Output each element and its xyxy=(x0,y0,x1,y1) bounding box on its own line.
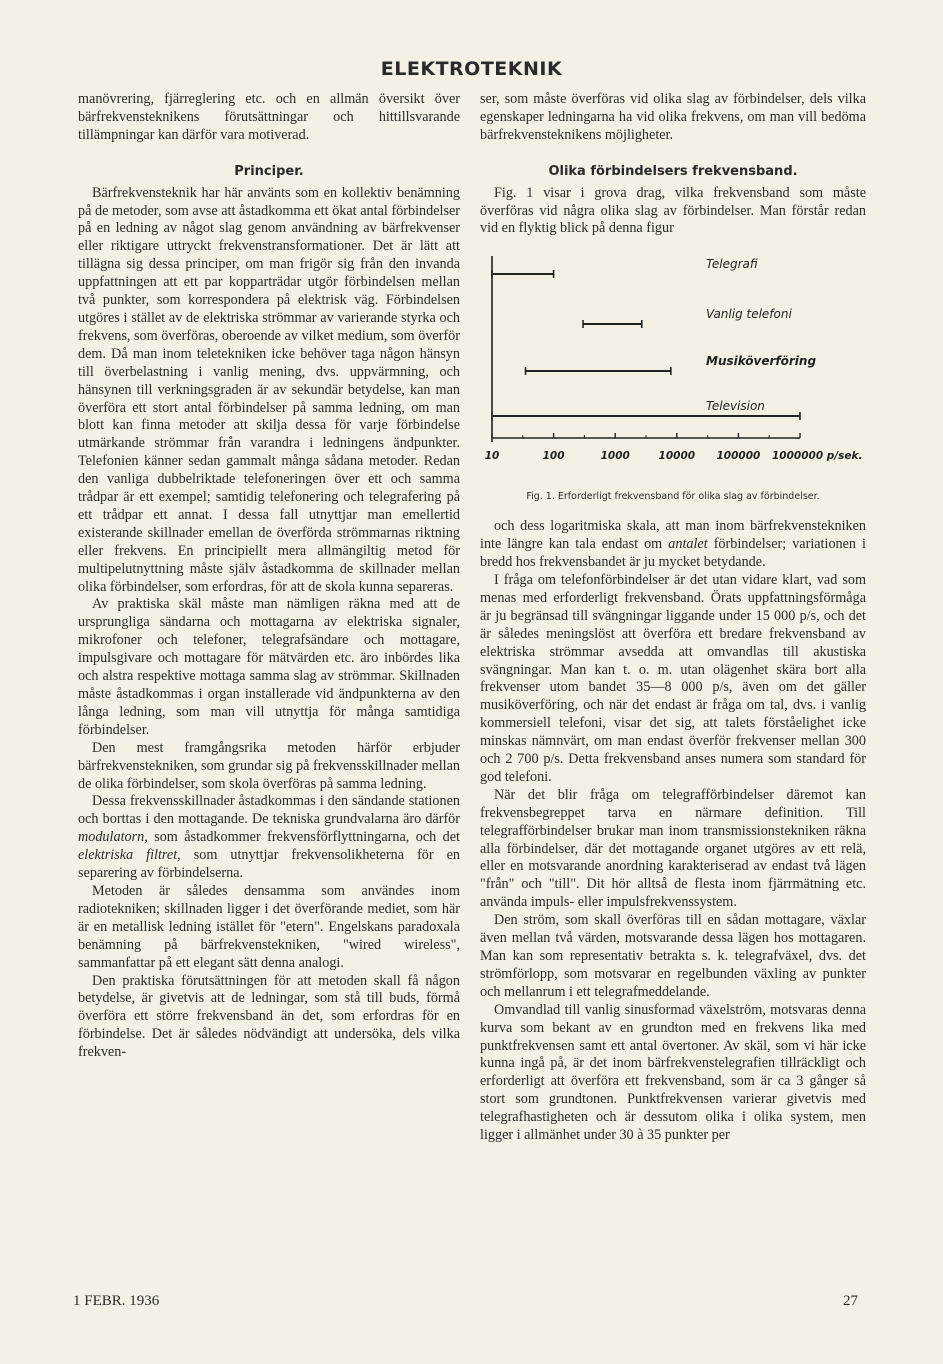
right-paragraph: Den ström, som skall överföras till en sådan mottagare, växlar även mellan två värden, motsvarande dessa lägen hos mottagaren. Man kan som representativ betrakta s. k. telegrafväxel, dvs. det strömförlopp, som motsvarar en regelbunden växling av punkter och mellanrum i ett telegrafmeddelande. xyxy=(480,912,866,1000)
right-paragraph xyxy=(480,518,866,572)
x-tick-label-2: 1000 xyxy=(600,450,630,463)
x-tick-label-0: 10 xyxy=(484,450,500,463)
right-paragraph: Fig. 1 visar i grova drag, vilka frekvensband som måste överföras vid några olika slag av förbindelser. Man förstår redan vid en flyktig blick på denna figur xyxy=(480,184,866,237)
figure-caption: Fig. 1. Erforderligt frekvensband för olika slag av förbindelser. xyxy=(526,491,820,503)
right-paragraph: När det blir fråga om telegrafförbindelser däremot kan frekvensbegreppet tarva en närmare definition. Till telegrafförbindelser brukar man inom transmissionstekniken räkna alla förbindelser, där det mottagande organet utgöres av ett relä, eller en motsvarande anordning karakteriserad av endast två lägen "från" och "till". Dit hör alltså de flesta inom fjärrmätning etc. använda impuls- eller impulsfrekvenssystem. xyxy=(480,786,866,911)
section-title-frekvensband: Olika förbindelsers frekvensband. xyxy=(548,163,798,179)
footer-date: 1 FEBR. 1936 xyxy=(73,1293,160,1309)
left-paragraph: Av praktiska skäl måste man nämligen räkna med att de ursprungliga sändarna och mottagarna av elektriska signaler, mikrofoner och telefoner, telegrafsändare och mottagare, impulsgivare och mottagare för mätvärden etc. äro inbördes lika och alstra respektive mottaga samma slag av strömmar. Skillnaden måste åstadkommas i organ installerade vid ändpunkterna av den långa ledning, som man vill utnyttja för många samtidiga förbindelser. xyxy=(78,596,460,738)
left-column xyxy=(78,91,460,1062)
frequency-band-chart xyxy=(480,238,866,486)
right-paragraph: I fråga om telefonförbindelser är det utan vidare klart, vad som menas med erforderligt frekvensband. Örats uppfattningsförmåga är ju begränsad till svängningar liggande under 15 000 p/s, och det är således meningslöst att överföra ett bredare frekvensband av elektriska strömmar avsedda att omvandlas till akustiska svängningar. Man kan t. o. m. utan olägenhet skära bort alla frekvenser utom bandet 35—8 000 p/s, även om det gäller musiköverföring, och när det endast är fråga om tal, dvs. i vanlig kommersiell telefoni, visar det sig, att talets förståelighet icke minskas nämnvärt, om man endast överför frekvenser mellan 300 och 2 700 p/s. Detta frekvensband anses numera som standard för god telefoni. xyxy=(480,571,866,785)
right-intro: ser, som måste överföras vid olika slag av förbindelser, dels vilka egenskaper ledningarna ha vid olika frekvens, om man vill bedöma bärfrekvensteknikens möjligheter. xyxy=(480,91,866,143)
left-paragraph-text: som åstadkommer frekvensförflyttningarna, och det xyxy=(154,829,460,846)
running-header: ELEKTROTEKNIK xyxy=(380,58,563,80)
left-paragraph-modulator xyxy=(78,793,460,883)
left-intro: manövrering, fjärreglering etc. och en allmän översikt över bärfrekvensteknikens förutsättningar och hittillsvarande tillämpningar kan därför vara motiverad. xyxy=(78,91,460,143)
emphasis-filter: elektriska filtret, xyxy=(78,847,181,864)
left-paragraph: Den mest framgångsrika metoden härför erbjuder bärfrekvenstekniken, som grundar sig på frekvensskillnader mellan de olika förbindelser, som skola överföras på samma ledning. xyxy=(78,739,460,792)
x-tick-label-1: 100 xyxy=(542,450,565,463)
footer-page-number: 27 xyxy=(843,1293,858,1309)
x-tick-label-4: 100000 xyxy=(716,450,761,463)
left-paragraph: Den praktiska förutsättningen för att metoden skall få någon betydelse, är givetvis att de ledningar, som stå till buds, förmå överföra ett större frekvensband än det, som erfordras för en förbindelse. Det är således nödvändigt att undersöka, dels vilka frekven- xyxy=(78,972,460,1061)
x-tick-label-5: 1000000 p/sek. xyxy=(772,450,863,463)
section-title-principer: Principer. xyxy=(234,163,304,179)
right-paragraph: Omvandlad till vanlig sinusformad växelström, motsvaras denna kurva som bekant av en grundton med en frekvens lika med punktfrekvensen samt ett antal övertoner. Av skäl, som vi här icke kunna ingå på, är det inom bärfrekvenstelegrafien tillräckligt och erforderligt att överföra ett frekvensband, som är ca 3 gånger så stort som grundtonen. Punktfrekvensen varierar givetvis med telegrafhastigheten och är dessutom olika i olika system, men ligger i allmänhet under 30 à 35 punkter per xyxy=(480,1001,866,1144)
left-paragraph-text: Dessa frekvensskillnader åstadkommas i den sändande stationen och borttas i den mottagande. De tekniska grundvalarna äro därför xyxy=(78,793,460,828)
band-label-0: Telegrafi xyxy=(706,257,758,272)
left-paragraph: Metoden är således densamma som användes inom radiotekniken; skillnaden ligger i det överförande mediet, som här är en metallisk ledning istället för "etern". Engelskans paradoxala benämning på bärfrekvenstekniken, "wired wireless", sammanfattar på ett elegant sätt denna analogi. xyxy=(78,882,460,971)
band-label-1: Vanlig telefoni xyxy=(706,307,792,322)
figure-1 xyxy=(480,238,866,486)
left-paragraph: Bärfrekvensteknik har här använts som en kollektiv benämning på de metoder, som avse att åstadkomma ett ökat antal förbindelser på en ledning av något slag genom användning av bärfrekvenser eller riktigare uttryckt frekvenstransformationer. Det är lätt att tillägna sig dessa principer, om man frigör sig från den invanda uppfattningen att ett par kopparträdar utgör förbindelsen mellan två punkter, som korrespondera på elektrisk väg. Förbindelsen utgöres i stället av de elektriska strömmar av varierande styrka och frekvens, som överföras, oberoende av vilket medium, som överför dem. Då man inom teletekniken icke behöver taga någon hänsyn till överbelastning i vanlig mening, dvs. uppvärmning, och hänsynen till verkningsgraden är av sekundär betydelse, kan man överföra ett stort antal förbindelser på samma ledning, om man blott kan finna metoder att skilja dessa för varje förbindelse utmärkande strömmar från varandra i ledningens ändpunkter. Telefonien känner sedan gammalt många sådana metoder. Redan den vanliga dubbelriktade telefoneringen över ett och samma trådpar är ett exempel; samtidig telefonering och telegrafering på ett trådpar ett annat. I dessa fall utnyttjar man emellertid existerande skillnader emellan de överförda strömmarnas riktning eller frekvens. En principiellt mera allmängiltig metod för multipelutnyttning måste själv åstadkomma de skillnader mellan olika förbindelser, som erfordras, för att de skola kunna separeras. xyxy=(78,184,460,595)
right-paragraph-text: förbindelser; variationen i bredd hos frekvensbandet är ju mycket betydande. xyxy=(480,536,866,571)
band-label-2: Musiköverföring xyxy=(706,354,817,369)
right-paragraph-text: och dess logaritmiska skala, att man inom bärfrekvenstekniken inte längre kan tala endast om xyxy=(480,518,866,553)
right-column xyxy=(480,91,866,1145)
emphasis-antalet: antalet xyxy=(668,536,708,553)
band-label-3: Television xyxy=(706,399,765,414)
x-tick-label-3: 10000 xyxy=(658,450,696,463)
emphasis-modulatorn: modulatorn, xyxy=(78,829,148,846)
left-paragraph-text: som utnyttjar frekvensolikheterna för en separering av förbindelserna. xyxy=(78,847,460,882)
